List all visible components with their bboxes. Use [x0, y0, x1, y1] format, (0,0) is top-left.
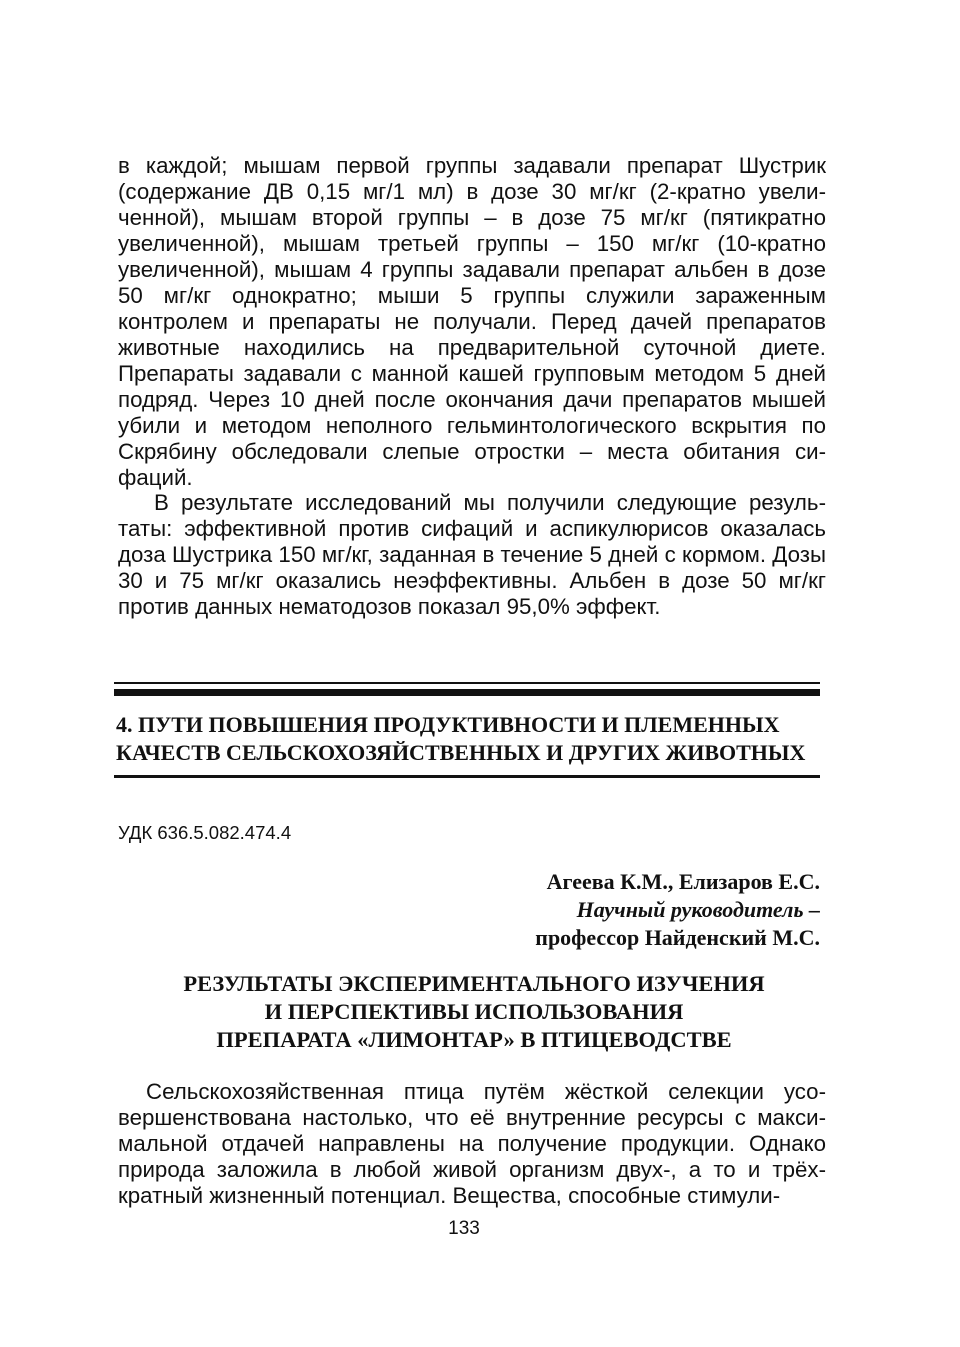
article-title-line-1: РЕЗУЛЬТАТЫ ЭКСПЕРИМЕНТАЛЬНОГО ИЗУЧЕНИЯ: [183, 971, 765, 996]
udk-code: УДК 636.5.082.474.4: [118, 822, 292, 843]
section-heading: [116, 711, 826, 767]
section-rule-bottom: [114, 775, 820, 778]
page-number: 133: [448, 1218, 480, 1239]
article-title-line-3: ПРЕПАРАТА «ЛИМОНТАР» В ПТИЦЕВОДСТВЕ: [216, 1027, 732, 1052]
authors-block: [320, 868, 820, 952]
section-rule-top-thick: [114, 689, 820, 696]
body-paragraph-3: Сельскохозяйственная птица путём жёсткой селекции усовершенствована настолько, что её внутренние ресурсы с максимальной отдачей направлены на получение продукции. Однако природа заложила в любой живой организм двух-, а то и трёхкратный жизненный потенциал. Вещества, способные стимули-: [118, 1079, 826, 1208]
article-title: [118, 970, 830, 1054]
author-names: Агеева К.М., Елизаров Е.С.: [546, 869, 820, 894]
section-heading-line-2: КАЧЕСТВ СЕЛЬСКОХОЗЯЙСТВЕННЫХ И ДРУГИХ ЖИВОТНЫХ: [116, 740, 806, 765]
body-paragraph-1: в каждой; мышам первой группы задавали препарат Шустрик (содержание ДВ 0,15 мг/1 мл) в дозе 30 мг/кг (2-кратно увеличенной), мышам второй группы – в дозе 75 мг/кг (пятикратно увеличенной), мышам третьей группы – 150 мг/кг (10-кратно увеличенной), мышам 4 группы задавали препарат альбен в дозе 50 мг/кг однократно; мыши 5 группы служили зараженным контролем и препараты не получали. Перед дачей препаратов животные находились на предварительной суточной диете. Препараты задавали с манной кашей групповым методом 5 дней подряд. Через 10 дней после окончания дачи препаратов мышей убили и методом неполного гельминтологического вскрытия по Скрябину обследовали слепые отростки – места обитания сифаций.: [118, 153, 826, 490]
supervisor-label: Научный руководитель –: [576, 897, 820, 922]
supervisor-name: профессор Найденский М.С.: [535, 925, 820, 950]
section-rule-top-thin: [114, 682, 820, 684]
body-paragraph-2: В результате исследований мы получили следующие результаты: эффективной против сифаций и аспикулюрисов оказалась доза Шустрика 150 мг/кг, заданная в течение 5 дней с кормом. Дозы 30 и 75 мг/кг оказались неэффективны. Альбен в дозе 50 мг/кг против данных нематодозов показал 95,0% эффект.: [118, 490, 826, 619]
section-heading-line-1: 4. ПУТИ ПОВЫШЕНИЯ ПРОДУКТИВНОСТИ И ПЛЕМЕННЫХ: [116, 712, 780, 737]
article-title-line-2: И ПЕРСПЕКТИВЫ ИСПОЛЬЗОВАНИЯ: [264, 999, 684, 1024]
